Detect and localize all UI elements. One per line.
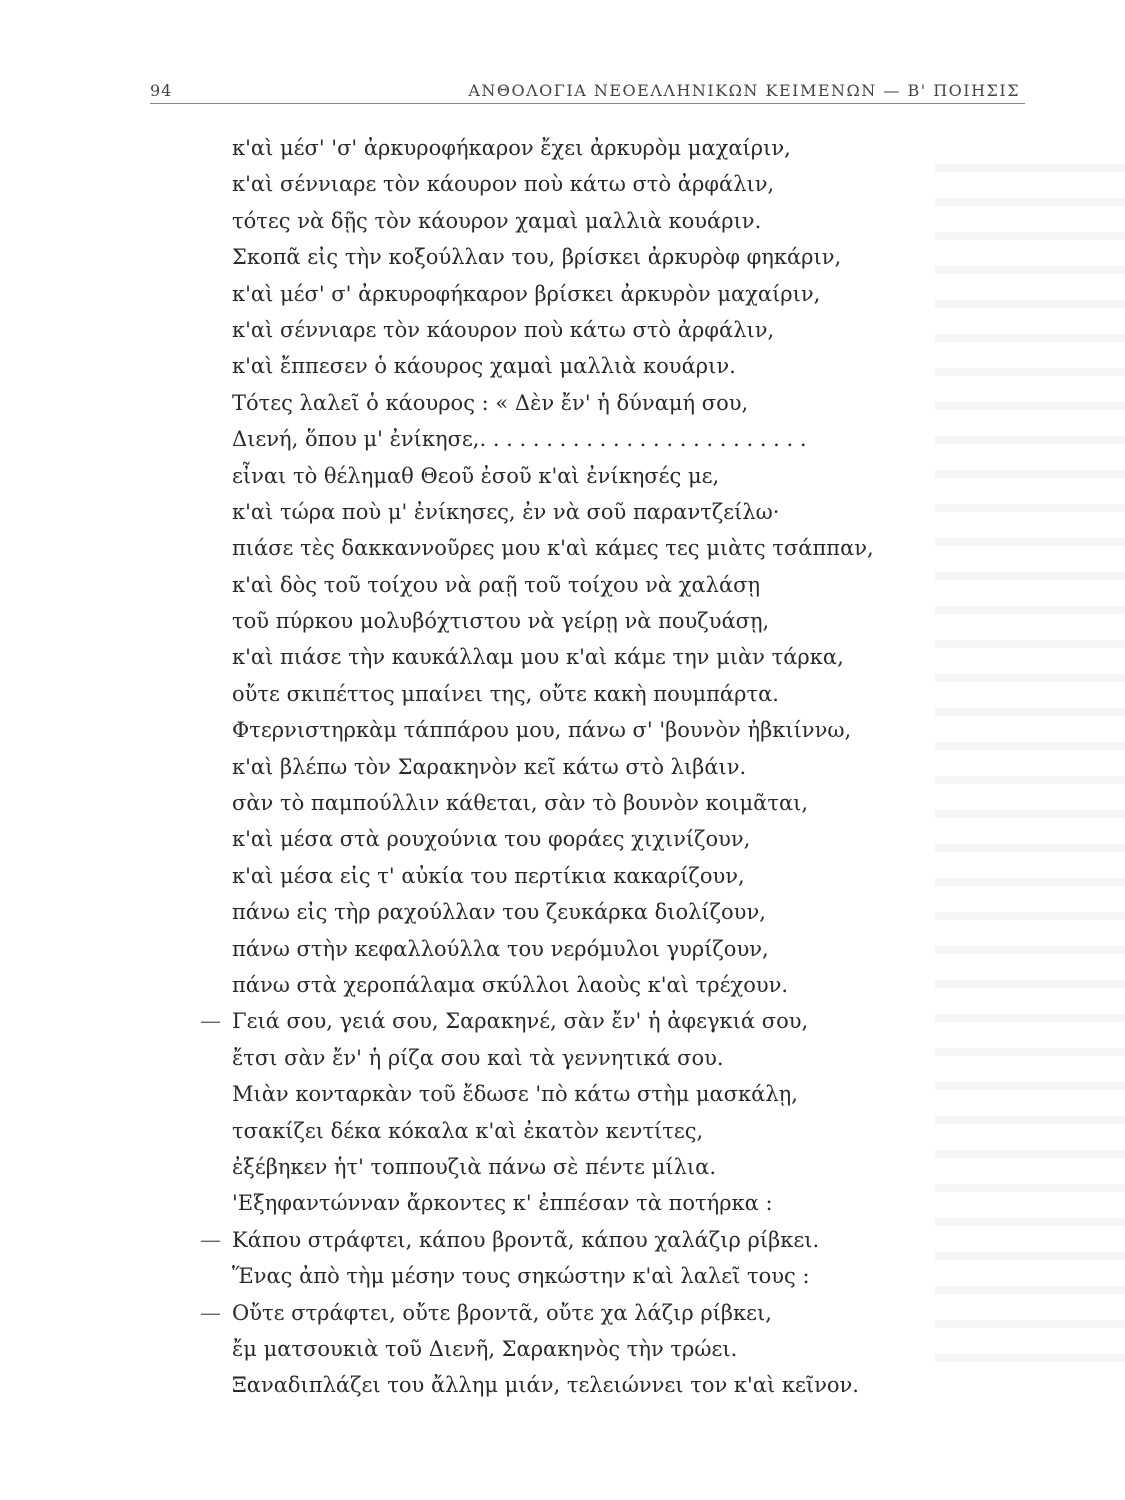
poem-line-text: κ'αὶ ἔππεσεν ὁ κάουρος χαμαὶ μαλλιὰ κουάριν.	[232, 354, 736, 379]
poem-line-text: πάνω στὴν κεφαλλούλλα του νερόμυλοι γυρίζουν,	[232, 936, 769, 961]
poem-line	[196, 166, 986, 202]
dialogue-dash: —	[200, 1227, 221, 1252]
poem-line	[196, 639, 986, 675]
poem-line	[196, 712, 986, 748]
poem-line	[196, 1295, 986, 1331]
poem-line-text: Διενή, ὅπου μ' ἐνίκησε,. . . . . . . . . . . . . . . . . . . . . . . . .	[232, 427, 807, 452]
poem-line-text: οὔτε σκιπέττος μπαίνει της, οὔτε κακὴ πουμπάρτα.	[232, 681, 779, 706]
poem-line	[196, 749, 986, 785]
poem-line	[196, 567, 986, 603]
poem-line-text: κ'αὶ δὸς τοῦ τοίχου νὰ ραῇ τοῦ τοίχου νὰ χαλάσῃ	[232, 572, 761, 597]
poem-line-text: Ξαναδιπλάζει του ἄλλημ μιάν, τελειώννει τον κ'αὶ κεῖνον.	[232, 1373, 859, 1398]
poem-line	[196, 894, 986, 930]
poem-line	[196, 239, 986, 275]
poem-line-text: ἔτσι σὰν ἔν' ἡ ρίζα σου καὶ τὰ γεννητικά σου.	[232, 1045, 724, 1070]
poem-line-text: τότες νὰ δῇς τὸν κάουρον χαμαὶ μαλλιὰ κουάριν.	[232, 208, 762, 233]
poem-line	[196, 931, 986, 967]
poem-line-text: πιάσε τὲς δακκαννοῦρες μου κ'αὶ κάμες τες μιὰτς τσάππαν,	[232, 536, 874, 561]
poem-line	[196, 1003, 986, 1039]
poem-line	[196, 1258, 986, 1294]
poem-line	[196, 785, 986, 821]
poem-line-text: ἔμ ματσουκιὰ τοῦ Διενῆ, Σαρακηνὸς τὴν τρώει.	[232, 1336, 738, 1361]
poem-line-text: 'Εξηφαντώνναν ἄρκοντες κ' ἐππέσαν τὰ ποτήρκα :	[232, 1191, 773, 1216]
poem-line	[196, 530, 986, 566]
poem-line	[196, 348, 986, 384]
poem-line-text: Γειά σου, γειά σου, Σαρακηνέ, σὰν ἔν' ἡ ἀφεγκιά σου,	[232, 1009, 809, 1034]
poem-line-text: Ἕνας ἀπὸ τὴμ μέσην τους σηκώστην κ'αὶ λαλεῖ τους :	[232, 1264, 810, 1289]
poem-line	[196, 676, 986, 712]
poem-line-text: πάνω εἰς τὴρ ραχούλλαν του ζευκάρκα διολίζουν,	[232, 900, 766, 925]
poem-line	[196, 1222, 986, 1258]
poem-line	[196, 494, 986, 530]
poem-line-text: κ'αὶ σέννιαρε τὸν κάουρον ποὺ κάτω στὸ ἀρφάλιν,	[232, 317, 775, 342]
poem-line	[196, 1040, 986, 1076]
poem-line	[196, 1331, 986, 1367]
poem-line-text: Μιὰν κονταρκὰν τοῦ ἔδωσε 'πὸ κάτω στὴμ μασκάλῃ,	[232, 1082, 798, 1107]
poem-line-text: Τότες λαλεῖ ὁ κάουρος : « Δὲν ἔν' ἡ δύναμή σου,	[232, 390, 749, 415]
poem-line-text: κ'αὶ πιάσε τὴν καυκάλλαμ μου κ'αὶ κάμε την μιὰν τάρκα,	[232, 645, 844, 670]
poem-line	[196, 312, 986, 348]
poem-line-text: κ'αὶ σέννιαρε τὸν κάουρον ποὺ κάτω στὸ ἀρφάλιν,	[232, 172, 775, 197]
poem-line	[196, 421, 986, 457]
poem-line	[196, 130, 986, 166]
dialogue-dash: —	[200, 1300, 221, 1325]
poem-line	[196, 458, 986, 494]
poem-line-text: κ'αὶ μέσ' σ' ἀρκυροφήκαρον βρίσκει ἀρκυρὸν μαχαίριν,	[232, 281, 821, 306]
poem-line	[196, 1185, 986, 1221]
poem-line-text: κ'αὶ μέσα στὰ ρουχούνια του φοράες χιχινίζουν,	[232, 827, 751, 852]
poem-line-text: σὰν τὸ παμπούλλιν κάθεται, σὰν τὸ βουνὸν κοιμᾶται,	[232, 791, 809, 816]
poem-line-text: πάνω στὰ χεροπάλαμα σκύλλοι λαοὺς κ'αὶ τρέχουν.	[232, 972, 789, 997]
poem-line-text: εἶναι τὸ θέλημαθ Θεοῦ ἐσοῦ κ'αὶ ἐνίκησές με,	[232, 463, 720, 488]
poem-line-text: Κάπου στράφτει, κάπου βροντᾶ, κάπου χαλάζιρ ρίβκει.	[232, 1227, 820, 1252]
poem-line	[196, 1149, 986, 1185]
dialogue-dash: —	[200, 1009, 221, 1034]
running-head	[150, 72, 1020, 100]
poem-line	[196, 967, 986, 1003]
poem-line-text: Οὔτε στράφτει, οὔτε βροντᾶ, οὔτε χα λάζιρ ρίβκει,	[232, 1300, 772, 1325]
poem-line-text: τοῦ πύρκου μολυβόχτιστου νὰ γείρῃ νὰ πουζυάσῃ,	[232, 609, 770, 634]
poem-line-text: ἐξέβηκεν ἡτ' τοππουζιὰ πάνω σὲ πέντε μίλια.	[232, 1154, 717, 1179]
poem-line	[196, 858, 986, 894]
poem-line-text: Σκοπᾶ εἰς τὴν κοξούλλαν του, βρίσκει ἀρκυρὸφ φηκάριν,	[232, 245, 842, 270]
poem-line-text: Φτερνιστηρκὰμ τάππάρου μου, πάνω σ' 'βουνὸν ἠβκιίννω,	[232, 718, 852, 743]
poem-line-text: κ'αὶ τώρα ποὺ μ' ἐνίκησες, ἐν νὰ σοῦ παραντζείλω·	[232, 499, 780, 524]
header-rule	[150, 103, 1025, 104]
poem-line-text: κ'αὶ μέσ' 'σ' ἀρκυροφήκαρον ἔχει ἀρκυρὸμ μαχαίριν,	[232, 136, 791, 160]
poem-line-text: κ'αὶ μέσα εἰς τ' αὐκία του περτίκια κακαρίζουν,	[232, 863, 745, 888]
poem-line	[196, 276, 986, 312]
poem-line-text: κ'αὶ βλέπω τὸν Σαρακηνὸν κεῖ κάτω στὸ λιβάιν.	[232, 754, 747, 779]
page-number: 94	[150, 81, 173, 100]
poem-line	[196, 1076, 986, 1112]
poem-line	[196, 821, 986, 857]
poem-line-text: τσακίζει δέκα κόκαλα κ'αὶ ἐκατὸν κεντίτες,	[232, 1118, 704, 1143]
poem-body	[196, 130, 986, 1404]
running-head-title: ΑΝΘΟΛΟΓΙΑ ΝΕΟΕΛΛΗΝΙΚΩΝ ΚΕΙΜΕΝΩΝ — Β' ΠΟΙΗΣΙΣ	[468, 81, 1020, 100]
poem-line	[196, 385, 986, 421]
poem-line	[196, 203, 986, 239]
poem-line	[196, 1367, 986, 1403]
poem-line	[196, 1113, 986, 1149]
poem-line	[196, 603, 986, 639]
